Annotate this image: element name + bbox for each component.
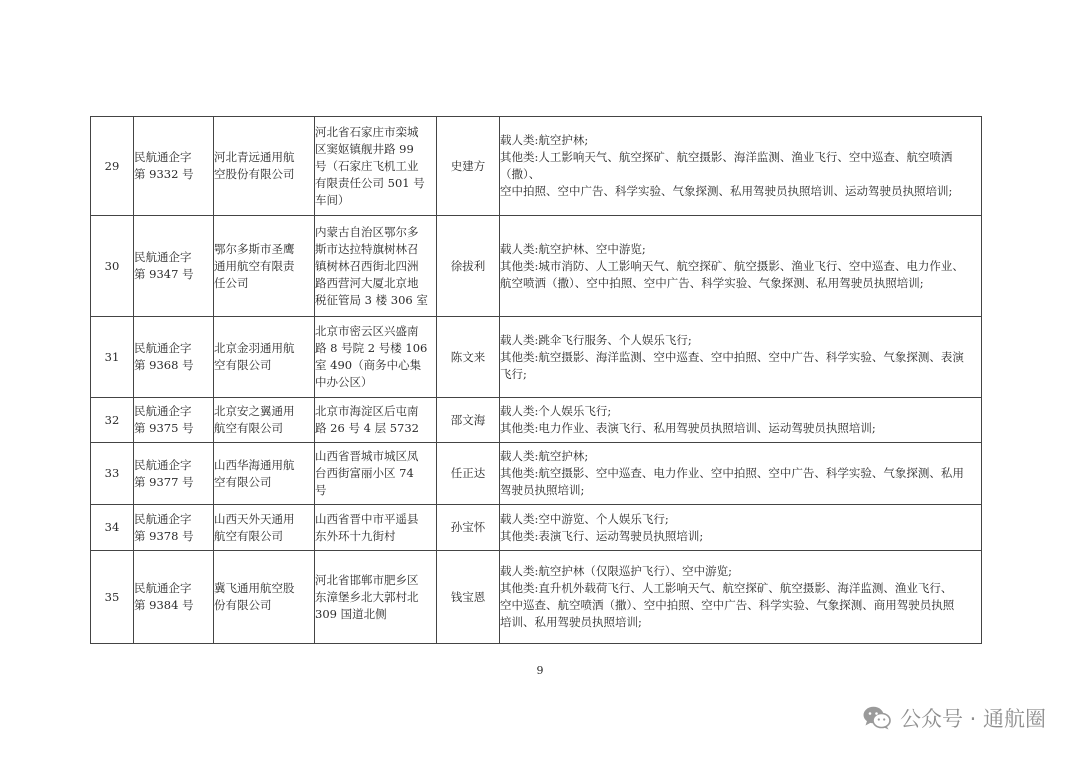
license-line: 第 9368 号 — [134, 358, 194, 372]
address-line: 号（石家庄飞机工业 — [315, 158, 419, 173]
company-name — [214, 443, 315, 505]
company-address — [315, 551, 437, 644]
company-line: 空有限公司 — [214, 358, 272, 372]
company-line: 山西天外天通用 — [214, 511, 295, 526]
company-line: 航空有限公司 — [214, 421, 283, 435]
business-scope — [500, 398, 982, 443]
registry-table-body — [91, 117, 982, 644]
scope-line: 空中巡查、航空喷洒（撒）、空中拍照、空中广告、科学实验、气象探测、商用驾驶员执照 — [500, 598, 955, 612]
license-number — [134, 551, 214, 644]
legal-representative: 钱宝恩 — [437, 551, 500, 644]
wechat-icon — [862, 705, 892, 731]
table-row — [91, 317, 982, 398]
scope-line: 其他类:城市消防、人工影响天气、航空探矿、航空摄影、渔业飞行、空中巡查、电力作业、 — [500, 258, 964, 273]
legal-representative: 史建方 — [437, 117, 500, 216]
scope-line: 载人类:空中游览、个人娱乐飞行; — [500, 511, 669, 526]
table-row — [91, 117, 982, 216]
license-line: 第 9375 号 — [134, 421, 194, 435]
license-line: 第 9377 号 — [134, 474, 194, 489]
table-row — [91, 398, 982, 443]
scope-line: 航空喷洒（撒）、空中拍照、空中广告、科学实验、气象探测、私用驾驶员执照培训; — [500, 275, 924, 290]
legal-representative: 孙宝怀 — [437, 505, 500, 551]
address-line: 山西省晋城市城区凤 — [315, 449, 419, 463]
address-line: 中办公区） — [315, 375, 373, 389]
watermark-text: 公众号 · 通航圈 — [899, 707, 1046, 731]
company-address — [315, 505, 437, 551]
license-line: 民航通企字 — [134, 404, 192, 418]
row-number: 32 — [91, 398, 134, 443]
company-name — [214, 398, 315, 443]
table-row — [91, 505, 982, 551]
company-line: 空股份有限公司 — [214, 167, 295, 181]
scope-line: 其他类:人工影响天气、航空探矿、航空摄影、海洋监测、渔业飞行、空中巡查、航空喷洒（撒）、 — [500, 150, 953, 181]
address-line: 内蒙古自治区鄂尔多 — [315, 224, 419, 239]
address-line: 北京市密云区兴盛南 — [315, 324, 419, 338]
scope-line: 载人类:航空护林; — [500, 133, 589, 147]
registry-table — [90, 116, 982, 644]
row-number: 31 — [91, 317, 134, 398]
company-address — [315, 216, 437, 317]
company-line: 份有限公司 — [214, 598, 272, 612]
company-line: 冀飞通用航空股 — [214, 581, 295, 595]
business-scope — [500, 505, 982, 551]
company-name — [214, 216, 315, 317]
company-address — [315, 398, 437, 443]
company-line: 航空有限公司 — [214, 528, 283, 543]
page-number: 9 — [536, 664, 544, 677]
license-line: 第 9332 号 — [134, 167, 194, 181]
company-address — [315, 117, 437, 216]
address-line: 河北省邯郸市肥乡区 — [315, 572, 419, 587]
scope-line: 载人类:航空护林; — [500, 449, 589, 463]
license-number — [134, 216, 214, 317]
address-line: 号 — [315, 483, 327, 497]
business-scope — [500, 317, 982, 398]
address-line: 室 490（商务中心集 — [315, 358, 422, 372]
license-number — [134, 117, 214, 216]
business-scope — [500, 216, 982, 317]
table-row — [91, 443, 982, 505]
company-address — [315, 443, 437, 505]
scope-line: 驾驶员执照培训; — [500, 483, 585, 497]
scope-line: 载人类:跳伞飞行服务、个人娱乐飞行; — [500, 332, 692, 347]
company-line: 山西华海通用航 — [214, 457, 295, 472]
scope-line: 空中拍照、空中广告、科学实验、气象探测、私用驾驶员执照培训、运动驾驶员执照培训; — [500, 184, 953, 198]
company-name — [214, 551, 315, 644]
scope-line: 载人类:航空护林（仅限巡护飞行）、空中游览; — [500, 564, 732, 578]
address-line: 台西街富丽小区 74 — [315, 466, 414, 480]
scope-line: 飞行; — [500, 366, 527, 381]
scope-line: 其他类:电力作业、表演飞行、私用驾驶员执照培训、运动驾驶员执照培训; — [500, 421, 876, 435]
address-line: 有限责任公司 501 号 — [315, 175, 425, 190]
company-line: 空有限公司 — [214, 474, 272, 489]
row-number: 34 — [91, 505, 134, 551]
scope-line: 其他类:航空摄影、海洋监测、空中巡查、空中拍照、空中广告、科学实验、气象探测、表演 — [500, 349, 964, 364]
company-line: 北京安之翼通用 — [214, 404, 295, 418]
address-line: 车间） — [315, 192, 350, 207]
table-row — [91, 216, 982, 317]
business-scope — [500, 117, 982, 216]
license-line: 民航通企字 — [134, 250, 192, 264]
license-line: 民航通企字 — [134, 341, 192, 355]
row-number: 35 — [91, 551, 134, 644]
license-line: 民航通企字 — [134, 511, 192, 526]
license-line: 第 9378 号 — [134, 528, 194, 543]
legal-representative: 陈文来 — [437, 317, 500, 398]
row-number: 33 — [91, 443, 134, 505]
address-line: 斯市达拉特旗树林召 — [315, 241, 419, 256]
company-name — [214, 505, 315, 551]
scope-line: 其他类:表演飞行、运动驾驶员执照培训; — [500, 528, 704, 543]
watermark — [862, 703, 1046, 733]
address-line: 山西省晋中市平遥县 — [315, 511, 419, 526]
scope-line: 载人类:个人娱乐飞行; — [500, 404, 612, 418]
legal-representative: 徐拔利 — [437, 216, 500, 317]
business-scope — [500, 551, 982, 644]
license-number — [134, 317, 214, 398]
row-number: 30 — [91, 216, 134, 317]
license-line: 第 9347 号 — [134, 267, 194, 281]
legal-representative: 邵文海 — [437, 398, 500, 443]
license-number — [134, 505, 214, 551]
company-line: 北京金羽通用航 — [214, 341, 295, 355]
address-line: 309 国道北侧 — [315, 606, 387, 621]
address-line: 路西营河大厦北京地 — [315, 275, 419, 290]
company-line: 任公司 — [214, 275, 249, 290]
license-number — [134, 398, 214, 443]
address-line: 北京市海淀区后屯南 — [315, 404, 419, 418]
address-line: 区窦妪镇舰井路 99 — [315, 141, 414, 156]
company-line: 河北青远通用航 — [214, 150, 295, 164]
business-scope — [500, 443, 982, 505]
address-line: 税征管局 3 楼 306 室 — [315, 292, 428, 307]
company-line: 通用航空有限责 — [214, 258, 295, 273]
legal-representative: 任正达 — [437, 443, 500, 505]
scope-line: 其他类:直升机外载荷飞行、人工影响天气、航空探矿、航空摄影、海洋监测、渔业飞行、 — [500, 581, 953, 595]
address-line: 路 8 号院 2 号楼 106 — [315, 341, 428, 355]
company-address — [315, 317, 437, 398]
license-line: 民航通企字 — [134, 150, 192, 164]
company-line: 鄂尔多斯市圣鹰 — [214, 241, 295, 256]
address-line: 东外环十九街村 — [315, 528, 396, 543]
address-line: 河北省石家庄市栾城 — [315, 124, 419, 139]
license-number — [134, 443, 214, 505]
license-line: 第 9384 号 — [134, 598, 194, 612]
company-name — [214, 117, 315, 216]
address-line: 路 26 号 4 层 5732 — [315, 421, 419, 435]
scope-line: 载人类:航空护林、空中游览; — [500, 241, 646, 256]
license-line: 民航通企字 — [134, 457, 192, 472]
scope-line: 培训、私用驾驶员执照培训; — [500, 615, 642, 629]
table-row — [91, 551, 982, 644]
company-name — [214, 317, 315, 398]
address-line: 东漳堡乡北大郭村北 — [315, 589, 419, 604]
row-number: 29 — [91, 117, 134, 216]
license-line: 民航通企字 — [134, 581, 192, 595]
address-line: 镇树林召西街北四洲 — [315, 258, 419, 273]
scope-line: 其他类:航空摄影、空中巡查、电力作业、空中拍照、空中广告、科学实验、气象探测、私用 — [500, 466, 964, 480]
